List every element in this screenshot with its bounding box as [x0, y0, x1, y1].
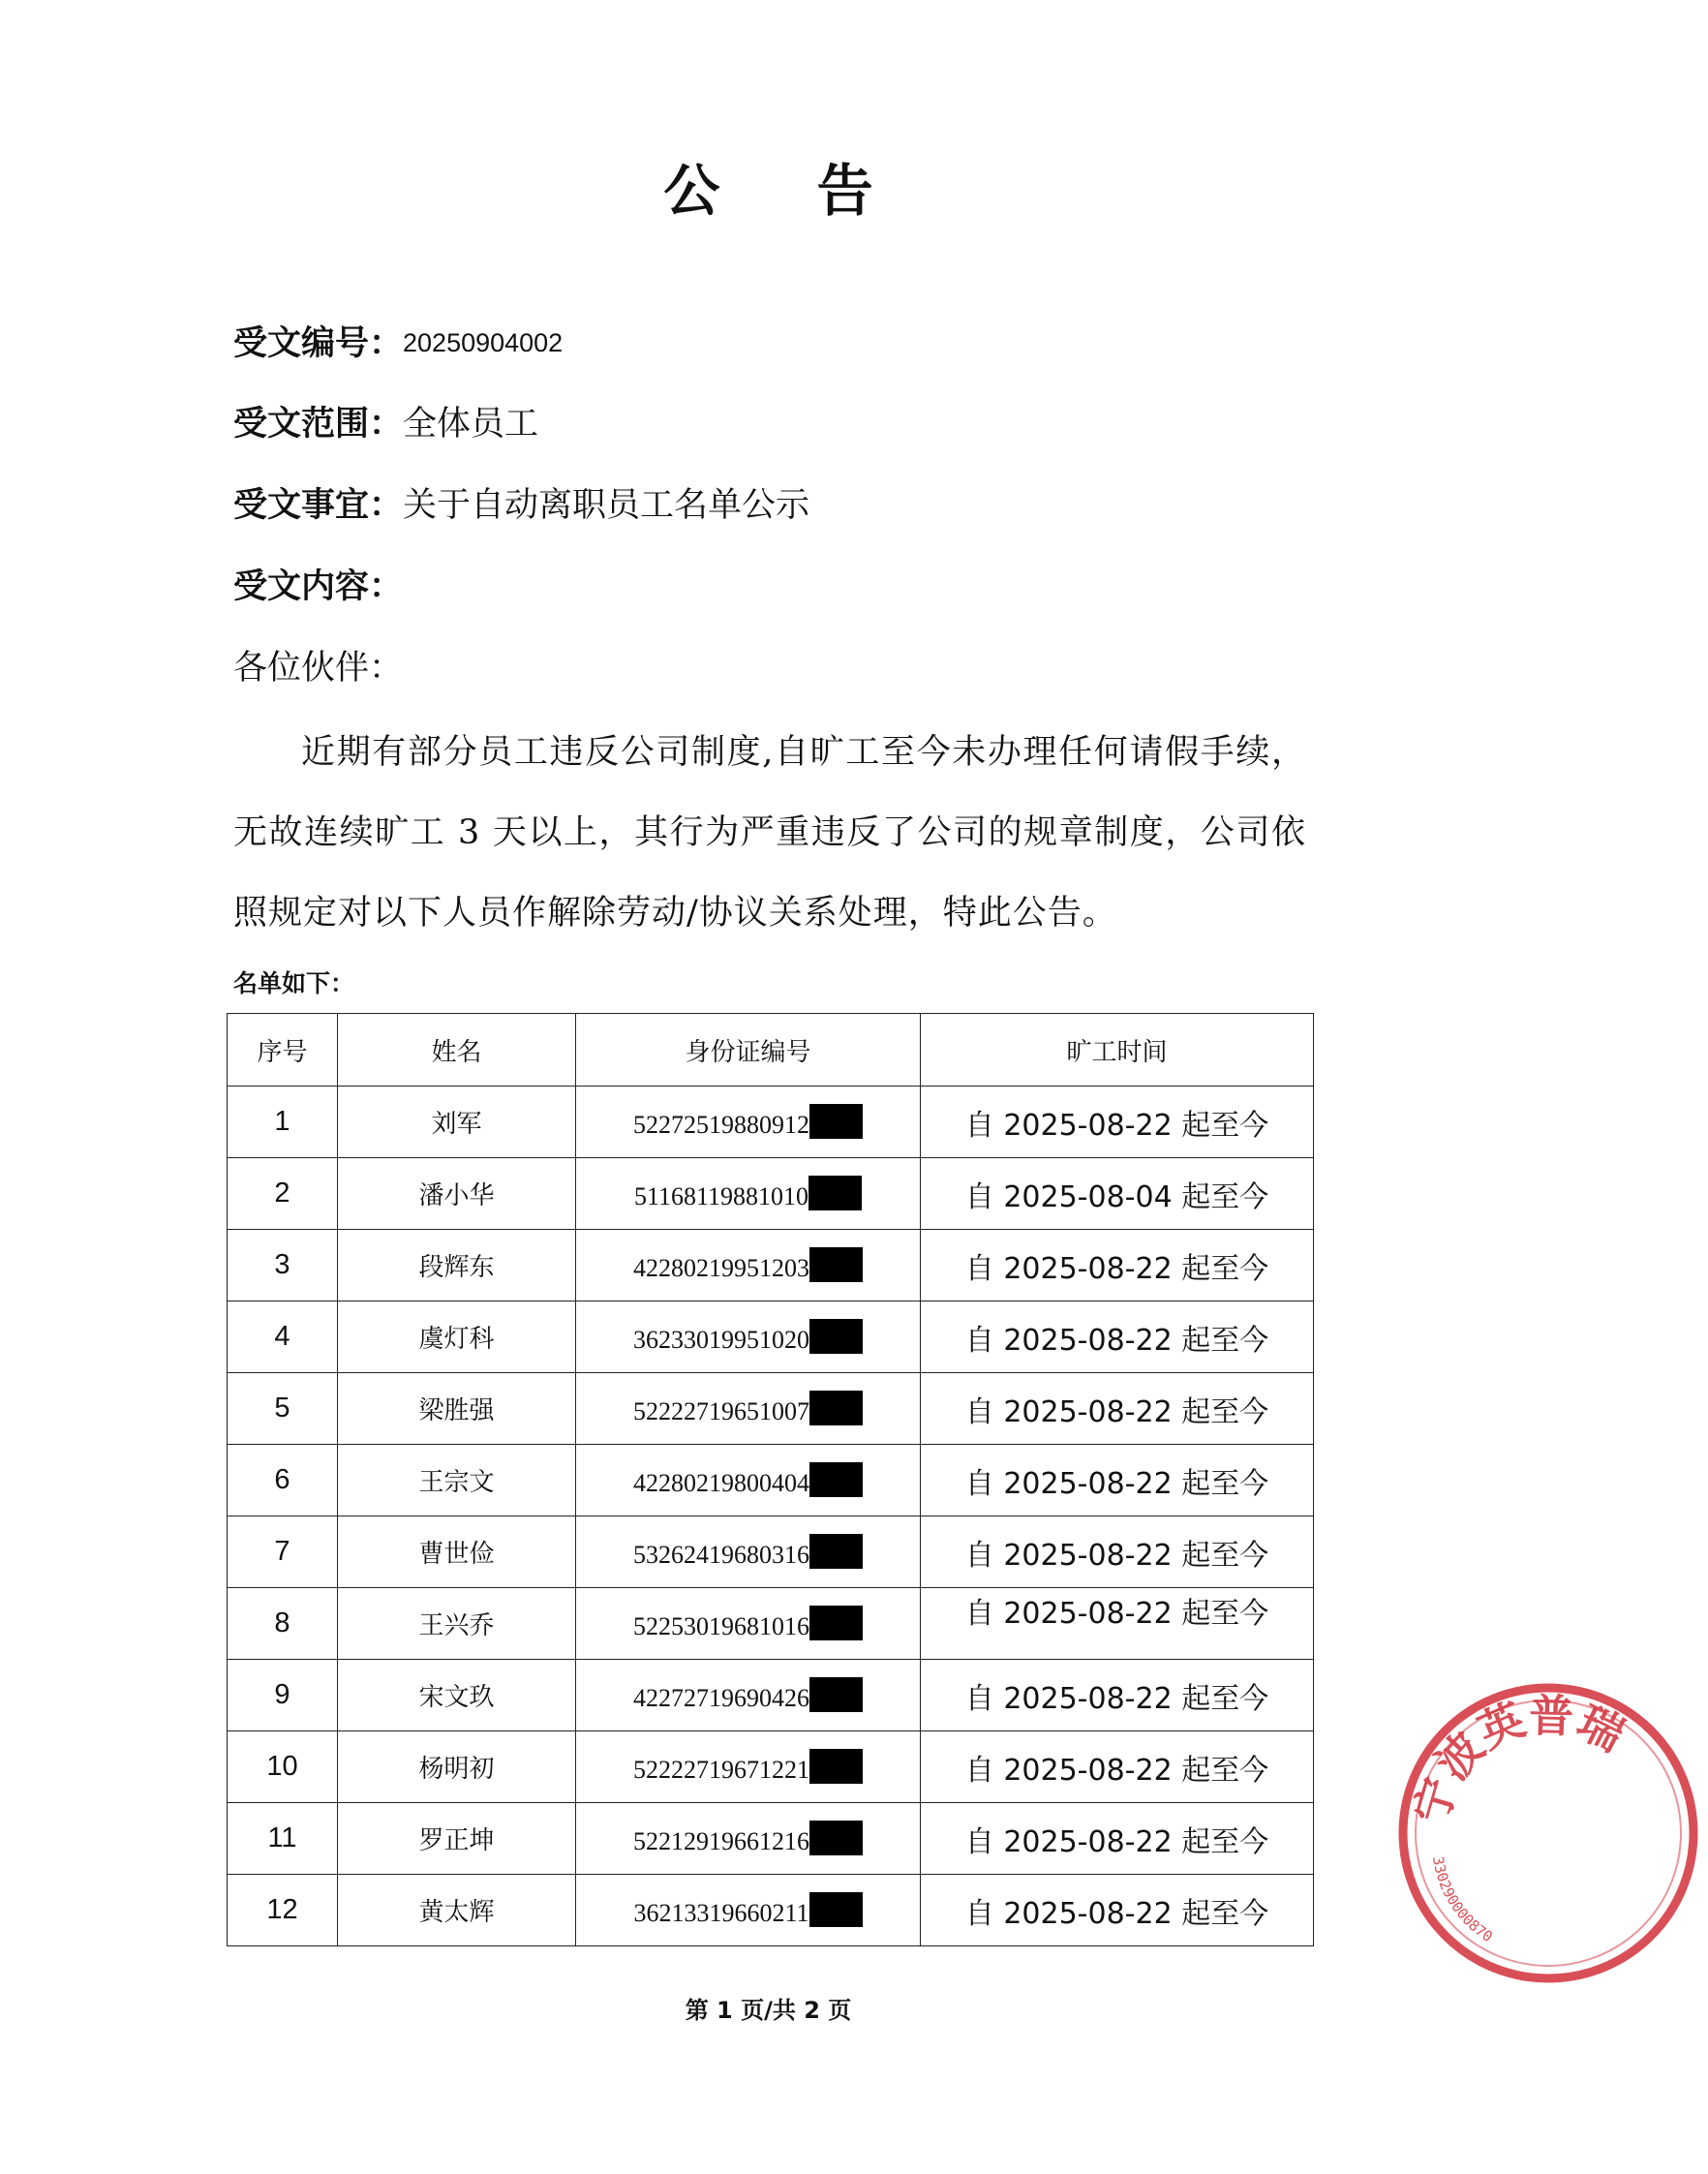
- id-number: 52212919661216: [633, 1827, 809, 1855]
- row-name: 曹世俭: [338, 1516, 576, 1588]
- row-id: [576, 1373, 921, 1445]
- row-id: [576, 1660, 921, 1731]
- row-absence: [921, 1588, 1314, 1660]
- table-row: [228, 1516, 1314, 1588]
- id-number: 51168119881010: [633, 1182, 809, 1210]
- row-id: [576, 1516, 921, 1588]
- table-row: [228, 1875, 1314, 1946]
- row-id: [576, 1445, 921, 1516]
- row-no: 4: [228, 1301, 338, 1373]
- redaction-block: [809, 1749, 863, 1784]
- doc-scope-label: 受文范围：: [233, 405, 404, 444]
- doc-number-value: 20250904002: [403, 328, 564, 357]
- redaction-block: [809, 1677, 863, 1712]
- header-no: 序号: [228, 1014, 338, 1087]
- row-id: [576, 1158, 921, 1230]
- absence-text: 自 2025-08-22 起至今: [964, 1596, 1269, 1631]
- id-number: 52222719671221: [633, 1756, 809, 1784]
- row-absence: 自 2025-08-22 起至今: [921, 1803, 1314, 1875]
- doc-subject-value: 关于自动离职员工名单公示: [403, 486, 810, 525]
- id-number: 42280219951203: [633, 1254, 809, 1282]
- company-seal-icon: [1388, 1673, 1708, 1993]
- row-absence: 自 2025-08-22 起至今: [921, 1373, 1314, 1445]
- id-number: 36213319660211: [633, 1899, 809, 1927]
- page-footer: 第 1 页/共 2 页: [685, 1997, 852, 2024]
- row-id: [576, 1731, 921, 1803]
- row-id: [576, 1230, 921, 1301]
- table-row: [228, 1445, 1314, 1516]
- table-row: [228, 1660, 1314, 1731]
- table-row: [228, 1301, 1314, 1373]
- row-absence: 自 2025-08-22 起至今: [921, 1516, 1314, 1588]
- row-id: [576, 1301, 921, 1373]
- table-row: [228, 1731, 1314, 1803]
- doc-content-label: 受文内容：: [233, 567, 404, 606]
- row-no: 2: [228, 1158, 338, 1230]
- row-no: 11: [228, 1803, 338, 1875]
- body-paragraph: 近期有部分员工违反公司制度,自旷工至今未办理任何请假手续，无故连续旷工 3 天以上，其行为严重违反了公司的规章制度，公司依照规定对以下人员作解除劳动/协议关系处理，特此公告。: [233, 733, 1306, 933]
- row-id: [576, 1087, 921, 1158]
- list-title: 名单如下：: [233, 969, 355, 997]
- row-no: 5: [228, 1373, 338, 1445]
- row-no: 12: [228, 1875, 338, 1946]
- header-absence: 旷工时间: [921, 1014, 1314, 1087]
- redaction-block: [809, 1821, 863, 1855]
- doc-content-line: [233, 564, 403, 610]
- doc-subject-line: [233, 482, 809, 529]
- id-number: 52253019681016: [633, 1612, 809, 1640]
- id-number: 52222719651007: [633, 1397, 809, 1425]
- redaction-block: [809, 1104, 863, 1139]
- row-no: 7: [228, 1516, 338, 1588]
- id-number: 36233019951020: [633, 1326, 809, 1354]
- id-number: 42272719690426: [633, 1684, 809, 1712]
- row-id: [576, 1588, 921, 1660]
- row-name: 罗正坤: [338, 1803, 576, 1875]
- row-name: 杨明初: [338, 1731, 576, 1803]
- redaction-block: [809, 1391, 863, 1425]
- redaction-block: [809, 1534, 863, 1569]
- doc-scope-value: 全体员工: [403, 405, 539, 444]
- doc-subject-label: 受文事宜：: [233, 486, 404, 525]
- table-row: [228, 1230, 1314, 1301]
- table-header-row: [228, 1014, 1314, 1087]
- absence-roster-table: [227, 1013, 1314, 1946]
- row-no: 9: [228, 1660, 338, 1731]
- row-no: 3: [228, 1230, 338, 1301]
- row-name: 段辉东: [338, 1230, 576, 1301]
- seal-number: 330290000870: [1428, 1854, 1496, 1946]
- seal-text: 宁波英普瑞: [1404, 1689, 1632, 1829]
- doc-scope-line: [233, 401, 538, 447]
- row-no: 8: [228, 1588, 338, 1660]
- redaction-block: [809, 1319, 863, 1354]
- row-name: 梁胜强: [338, 1373, 576, 1445]
- id-number: 42280219800404: [633, 1469, 809, 1497]
- row-no: 10: [228, 1731, 338, 1803]
- doc-number-line: [233, 320, 563, 367]
- redaction-block: [808, 1176, 862, 1210]
- row-absence: 自 2025-08-22 起至今: [921, 1731, 1314, 1803]
- row-absence: 自 2025-08-22 起至今: [921, 1230, 1314, 1301]
- row-absence: 自 2025-08-22 起至今: [921, 1445, 1314, 1516]
- greeting: 各位伙伴：: [233, 649, 404, 688]
- table-row: [228, 1373, 1314, 1445]
- redaction-block: [809, 1606, 863, 1640]
- table-row: [228, 1087, 1314, 1158]
- row-name: 宋文玖: [338, 1660, 576, 1731]
- row-absence: 自 2025-08-22 起至今: [921, 1660, 1314, 1731]
- redaction-block: [809, 1462, 863, 1497]
- redaction-block: [809, 1892, 863, 1927]
- row-absence: 自 2025-08-22 起至今: [921, 1087, 1314, 1158]
- id-number: 52272519880912: [633, 1111, 809, 1139]
- row-absence: 自 2025-08-04 起至今: [921, 1158, 1314, 1230]
- redaction-block: [809, 1247, 863, 1282]
- row-no: 1: [228, 1087, 338, 1158]
- row-id: [576, 1803, 921, 1875]
- document-title: 公 告: [663, 158, 912, 224]
- row-name: 潘小华: [338, 1158, 576, 1230]
- row-name: 黄太辉: [338, 1875, 576, 1946]
- row-name: 王兴乔: [338, 1588, 576, 1660]
- row-no: 6: [228, 1445, 338, 1516]
- row-name: 刘军: [338, 1087, 576, 1158]
- row-name: 虞灯科: [338, 1301, 576, 1373]
- table-row: [228, 1158, 1314, 1230]
- row-absence: 自 2025-08-22 起至今: [921, 1875, 1314, 1946]
- svg-text:宁波英普瑞: [1404, 1689, 1632, 1828]
- id-number: 53262419680316: [633, 1541, 809, 1569]
- row-absence: 自 2025-08-22 起至今: [921, 1301, 1314, 1373]
- header-id: 身份证编号: [576, 1014, 921, 1087]
- table-row: [228, 1588, 1314, 1660]
- row-name: 王宗文: [338, 1445, 576, 1516]
- header-name: 姓名: [338, 1014, 576, 1087]
- table-row: [228, 1803, 1314, 1875]
- doc-number-label: 受文编号：: [233, 324, 404, 363]
- row-id: [576, 1875, 921, 1946]
